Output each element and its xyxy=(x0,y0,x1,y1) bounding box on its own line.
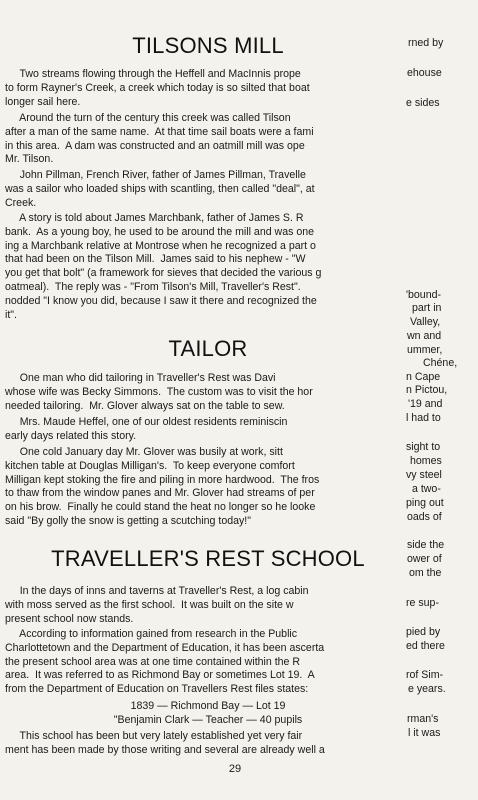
paragraph: Mrs. Maude Heffel, one of our oldest residents reminiscin early days related this story. xyxy=(5,416,288,442)
paragraph: John Pillman, French River, father of James Pillman, Travelle was a sailor who loaded ships with scantling, then called "deal", at Creek. xyxy=(5,169,315,209)
adjacent-text-fragment: rned by xyxy=(408,37,444,49)
paragraph: According to information gained from research in the Public Charlottetown and the Department of Education, it has been ascerta the present school area was at one time contained within the R area. It was referred to as Richmond Bay or sometimes Lot 19. A from the Department of Education on Travellers Rest files states: xyxy=(5,628,325,696)
paragraph: Around the turn of the century this creek was called Tilson after a man of the same name. At that time sail boats were a fami in this area. A dam was constructed and an oatmill mill was ope Mr. Tilson. xyxy=(5,112,314,166)
adjacent-text-fragment: rman's xyxy=(407,713,439,725)
adjacent-text-fragment: ower of xyxy=(407,553,442,565)
adjacent-text-fragment: wn and xyxy=(407,330,442,342)
adjacent-page-column xyxy=(404,0,478,800)
adjacent-text-fragment: l it was xyxy=(408,727,441,739)
adjacent-text-fragment: om the xyxy=(409,567,442,579)
section-heading-tailor: TAILOR xyxy=(168,336,248,361)
paragraph: One man who did tailoring in Traveller's Rest was Davi whose wife was Becky Simmons. The custom was to visit the hor needed tailoring. Mr. Glover always sat on the table to sew. xyxy=(5,372,313,412)
adjacent-text-fragment: ehouse xyxy=(407,67,442,79)
adjacent-text-fragment: pied by xyxy=(406,626,441,638)
section-heading-travellers-rest-school: TRAVELLER'S REST SCHOOL xyxy=(51,546,365,571)
adjacent-text-fragment: ummer, xyxy=(407,344,443,356)
adjacent-text-fragment: n Pictou, xyxy=(406,384,448,396)
adjacent-text-fragment: re sup- xyxy=(406,597,439,609)
adjacent-text-fragment: side the xyxy=(407,539,445,551)
adjacent-text-fragment: n Cape xyxy=(406,371,441,383)
adjacent-text-fragment: e years. xyxy=(408,683,446,695)
adjacent-text-fragment: sight to xyxy=(406,441,441,453)
adjacent-text-fragment: ed there xyxy=(406,640,445,652)
adjacent-text-fragment: 'bound- xyxy=(406,289,442,301)
adjacent-text-fragment: ping out xyxy=(406,497,444,509)
adjacent-text-fragment: homes xyxy=(410,455,442,467)
paragraph: One cold January day Mr. Glover was busily at work, sitt kitchen table at Douglas Milligan's. To keep everyone comfort Milligan kept stoking the fire and piling in more hardwood. The fros to thaw from the window panes and Mr. Glover had streams of per on his brow. Finally he could stand the heat no longer so he looke said "By golly the snow is getting a scutching today!" xyxy=(5,446,320,527)
main-column xyxy=(5,0,411,800)
adjacent-text-fragment: rof Sim- xyxy=(406,669,444,681)
paragraph: This school has been but very lately established yet very fair ment has been made by those writing and several are already well a xyxy=(5,730,325,756)
paragraph: Two streams flowing through the Heffell and MacInnis prope to form Rayner's Creek, a creek which today is so silted that boat longer sail here. xyxy=(5,68,310,108)
adjacent-text-fragment: Chéne, xyxy=(423,357,458,369)
adjacent-text-fragment: vy steel xyxy=(406,469,442,481)
quote-line: 1839 — Richmond Bay — Lot 19 xyxy=(130,700,286,712)
page-number: 29 xyxy=(228,763,242,775)
adjacent-text-fragment: e sides xyxy=(406,97,440,109)
adjacent-text-fragment: oads of xyxy=(407,511,442,523)
adjacent-text-fragment: Valley, xyxy=(410,316,441,328)
paragraph: A story is told about James Marchbank, father of James S. R bank. As a young boy, he used to be around the mill and was one ing a Marchbank relative at Montrose when he recognized a part o that had been on the Tilson Mill. James said to his nephew - "W you get that bolt" (a framework for sieves that decided the various g oatmeal). The reply was - "From Tilson's Mill, Traveller's Rest". nodded "I know you did, because I saw it there and recognized the it". xyxy=(5,212,322,321)
adjacent-text-fragment: part in xyxy=(412,302,442,314)
adjacent-text-fragment: l had to xyxy=(406,412,441,424)
paragraph: In the days of inns and taverns at Traveller's Rest, a log cabin with moss served as the first school. It was built on the site w present school now stands. xyxy=(5,585,309,625)
section-heading-tilsons-mill: TILSONS MILL xyxy=(132,33,284,58)
adjacent-text-fragment: a two- xyxy=(412,483,441,495)
adjacent-text-fragment: '19 and xyxy=(408,398,443,410)
quote-line: "Benjamin Clark — Teacher — 40 pupils xyxy=(113,714,303,726)
